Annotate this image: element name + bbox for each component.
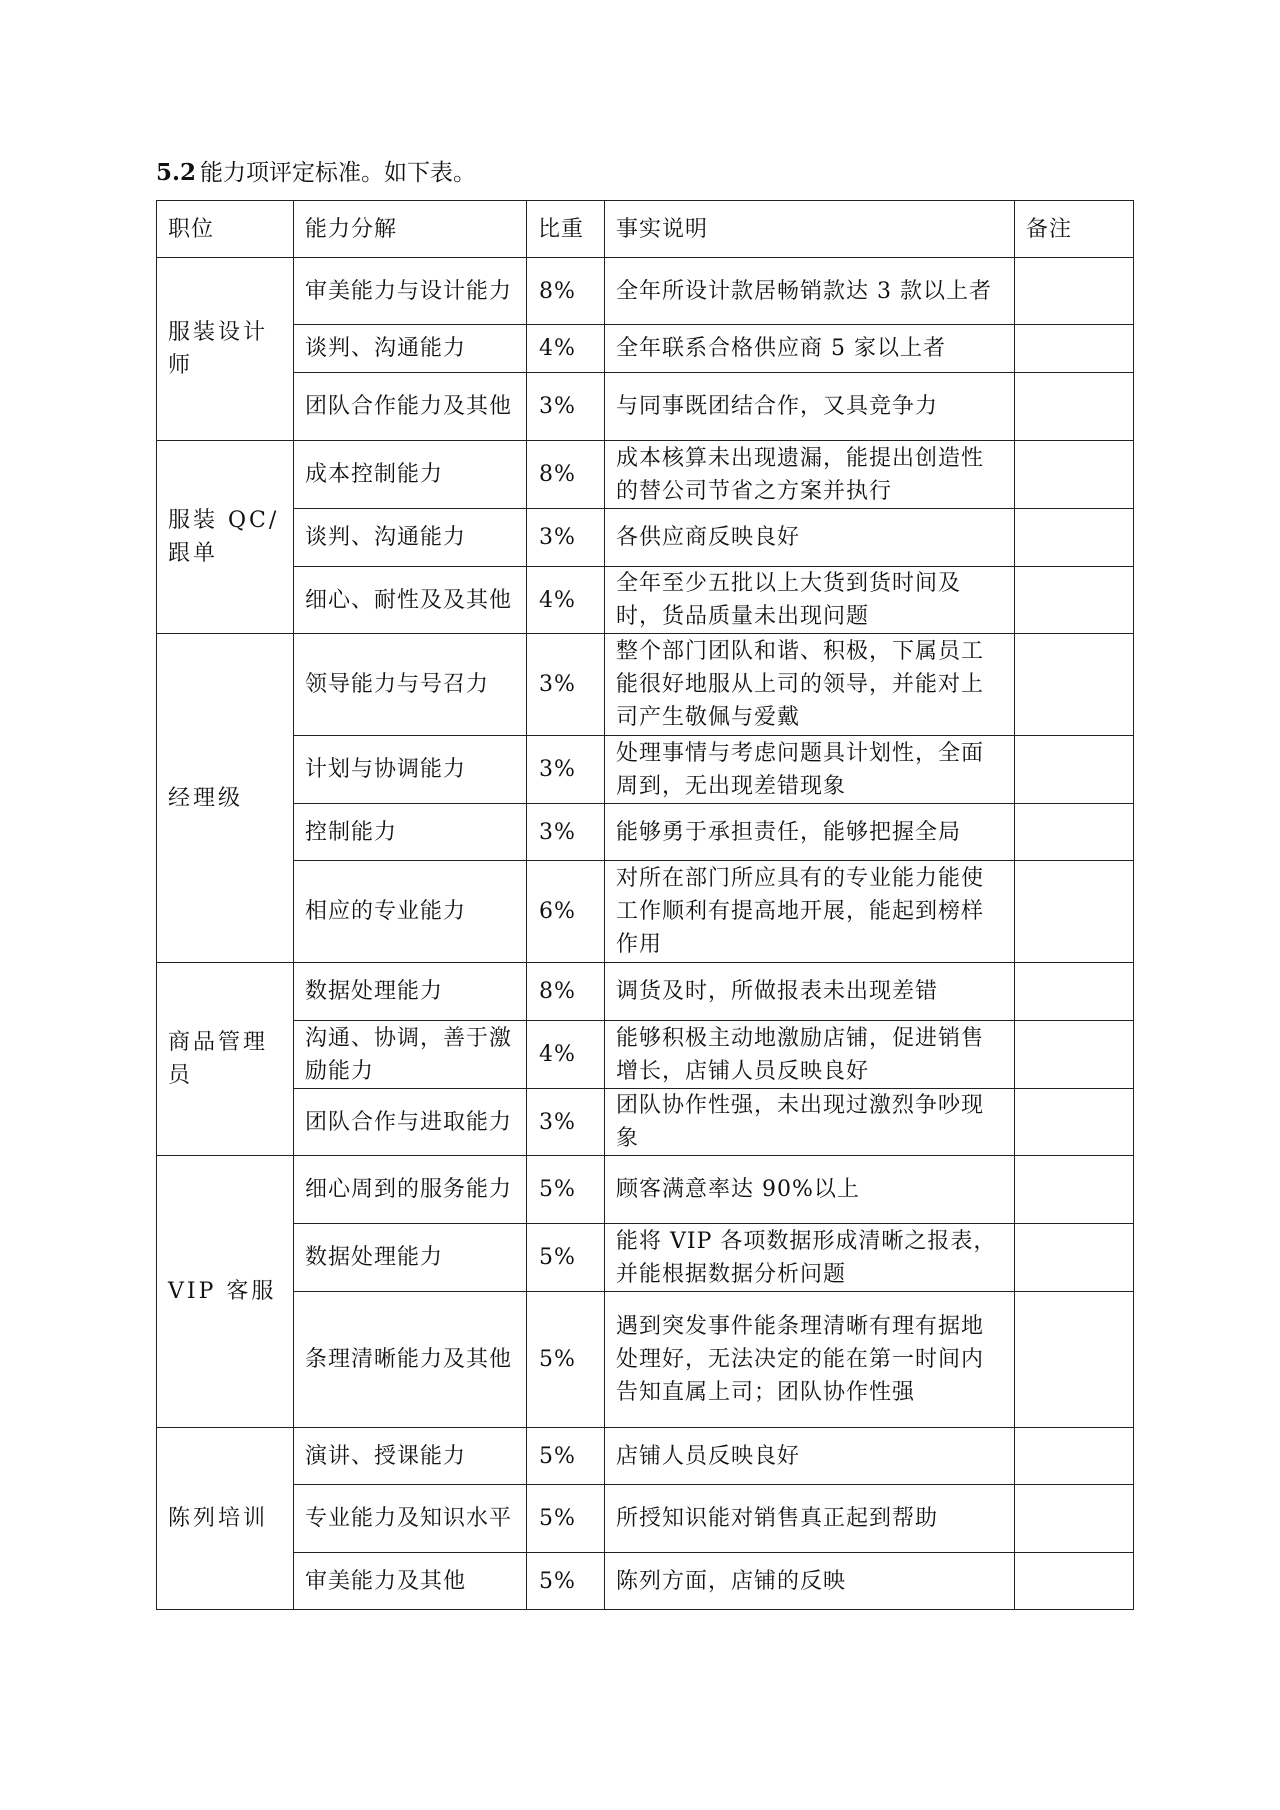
position-cell: 服装设计师 [157, 258, 294, 441]
header-ability: 能力分解 [294, 201, 527, 258]
position-cell: 经理级 [157, 634, 294, 963]
remark-cell [1015, 1428, 1134, 1485]
remark-cell [1015, 325, 1134, 373]
position-cell: 商品管理员 [157, 963, 294, 1156]
remark-cell [1015, 441, 1134, 509]
ability-cell: 团队合作与进取能力 [294, 1089, 527, 1156]
ability-cell: 审美能力与设计能力 [294, 258, 527, 325]
remark-cell [1015, 258, 1134, 325]
fact-cell: 全年所设计款居畅销款达 3 款以上者 [605, 258, 1015, 325]
weight-cell: 5% [527, 1553, 605, 1610]
remark-cell [1015, 1553, 1134, 1610]
weight-cell: 5% [527, 1292, 605, 1428]
ability-cell: 数据处理能力 [294, 1224, 527, 1292]
fact-cell: 与同事既团结合作，又具竞争力 [605, 373, 1015, 441]
remark-cell [1015, 1089, 1134, 1156]
weight-cell: 3% [527, 804, 605, 861]
header-remark: 备注 [1015, 201, 1134, 258]
section-number: 5.2 [156, 159, 197, 186]
remark-cell [1015, 634, 1134, 736]
ability-cell: 团队合作能力及其他 [294, 373, 527, 441]
fact-cell: 全年联系合格供应商 5 家以上者 [605, 325, 1015, 373]
section-heading [156, 158, 476, 188]
weight-cell: 3% [527, 634, 605, 736]
weight-cell: 5% [527, 1156, 605, 1224]
ability-cell: 相应的专业能力 [294, 861, 527, 963]
ability-cell: 演讲、授课能力 [294, 1428, 527, 1485]
header-weight: 比重 [527, 201, 605, 258]
fact-cell: 能够勇于承担责任，能够把握全局 [605, 804, 1015, 861]
ability-cell: 领导能力与号召力 [294, 634, 527, 736]
weight-cell: 8% [527, 441, 605, 509]
fact-cell: 所授知识能对销售真正起到帮助 [605, 1485, 1015, 1553]
table-row [157, 373, 1134, 441]
table-row [157, 1485, 1134, 1553]
table-row [157, 804, 1134, 861]
weight-cell: 5% [527, 1428, 605, 1485]
table-row [157, 963, 1134, 1021]
table-row [157, 736, 1134, 804]
weight-cell: 8% [527, 258, 605, 325]
ability-cell: 数据处理能力 [294, 963, 527, 1021]
fact-cell: 遇到突发事件能条理清晰有理有据地处理好，无法决定的能在第一时间内告知直属上司；团队协作性强 [605, 1292, 1015, 1428]
weight-cell: 3% [527, 1089, 605, 1156]
fact-cell: 全年至少五批以上大货到货时间及时，货品质量未出现问题 [605, 567, 1015, 634]
ability-cell: 细心周到的服务能力 [294, 1156, 527, 1224]
table-header-row [157, 201, 1134, 258]
table-row [157, 1428, 1134, 1485]
ability-cell: 谈判、沟通能力 [294, 325, 527, 373]
table-row [157, 1089, 1134, 1156]
weight-cell: 4% [527, 325, 605, 373]
fact-cell: 成本核算未出现遗漏，能提出创造性的替公司节省之方案并执行 [605, 441, 1015, 509]
weight-cell: 5% [527, 1485, 605, 1553]
position-cell: 陈列培训 [157, 1428, 294, 1610]
ability-cell: 细心、耐性及及其他 [294, 567, 527, 634]
weight-cell: 5% [527, 1224, 605, 1292]
ability-cell: 审美能力及其他 [294, 1553, 527, 1610]
remark-cell [1015, 804, 1134, 861]
section-title: 能力项评定标准。如下表。 [200, 160, 477, 186]
remark-cell [1015, 373, 1134, 441]
remark-cell [1015, 567, 1134, 634]
ability-cell: 谈判、沟通能力 [294, 509, 527, 567]
table-row [157, 1292, 1134, 1428]
table-row [157, 441, 1134, 509]
ability-cell: 条理清晰能力及其他 [294, 1292, 527, 1428]
ability-cell: 计划与协调能力 [294, 736, 527, 804]
weight-cell: 4% [527, 567, 605, 634]
position-cell: 服装 QC/跟单 [157, 441, 294, 634]
fact-cell: 能够积极主动地激励店铺，促进销售增长，店铺人员反映良好 [605, 1021, 1015, 1089]
fact-cell: 调货及时，所做报表未出现差错 [605, 963, 1015, 1021]
table-row [157, 1021, 1134, 1089]
fact-cell: 能将 VIP 各项数据形成清晰之报表，并能根据数据分析问题 [605, 1224, 1015, 1292]
weight-cell: 6% [527, 861, 605, 963]
remark-cell [1015, 736, 1134, 804]
fact-cell: 店铺人员反映良好 [605, 1428, 1015, 1485]
remark-cell [1015, 861, 1134, 963]
weight-cell: 4% [527, 1021, 605, 1089]
fact-cell: 陈列方面，店铺的反映 [605, 1553, 1015, 1610]
fact-cell: 对所在部门所应具有的专业能力能使工作顺利有提高地开展，能起到榜样作用 [605, 861, 1015, 963]
remark-cell [1015, 1224, 1134, 1292]
evaluation-table [156, 200, 1134, 1610]
table-row [157, 634, 1134, 736]
ability-cell: 专业能力及知识水平 [294, 1485, 527, 1553]
fact-cell: 处理事情与考虑问题具计划性，全面周到，无出现差错现象 [605, 736, 1015, 804]
fact-cell: 顾客满意率达 90%以上 [605, 1156, 1015, 1224]
table-row [157, 1224, 1134, 1292]
remark-cell [1015, 1021, 1134, 1089]
ability-cell: 控制能力 [294, 804, 527, 861]
ability-cell: 沟通、协调，善于激励能力 [294, 1021, 527, 1089]
header-fact: 事实说明 [605, 201, 1015, 258]
table-row [157, 258, 1134, 325]
remark-cell [1015, 963, 1134, 1021]
position-cell: VIP 客服 [157, 1156, 294, 1428]
table-row [157, 509, 1134, 567]
weight-cell: 3% [527, 736, 605, 804]
remark-cell [1015, 509, 1134, 567]
remark-cell [1015, 1485, 1134, 1553]
table-row [157, 325, 1134, 373]
fact-cell: 整个部门团队和谐、积极，下属员工能很好地服从上司的领导，并能对上司产生敬佩与爱戴 [605, 634, 1015, 736]
table-row [157, 1553, 1134, 1610]
header-position: 职位 [157, 201, 294, 258]
remark-cell [1015, 1156, 1134, 1224]
fact-cell: 团队协作性强，未出现过激烈争吵现象 [605, 1089, 1015, 1156]
table-row [157, 1156, 1134, 1224]
weight-cell: 3% [527, 373, 605, 441]
ability-cell: 成本控制能力 [294, 441, 527, 509]
table-row [157, 567, 1134, 634]
table-row [157, 861, 1134, 963]
fact-cell: 各供应商反映良好 [605, 509, 1015, 567]
weight-cell: 3% [527, 509, 605, 567]
weight-cell: 8% [527, 963, 605, 1021]
remark-cell [1015, 1292, 1134, 1428]
